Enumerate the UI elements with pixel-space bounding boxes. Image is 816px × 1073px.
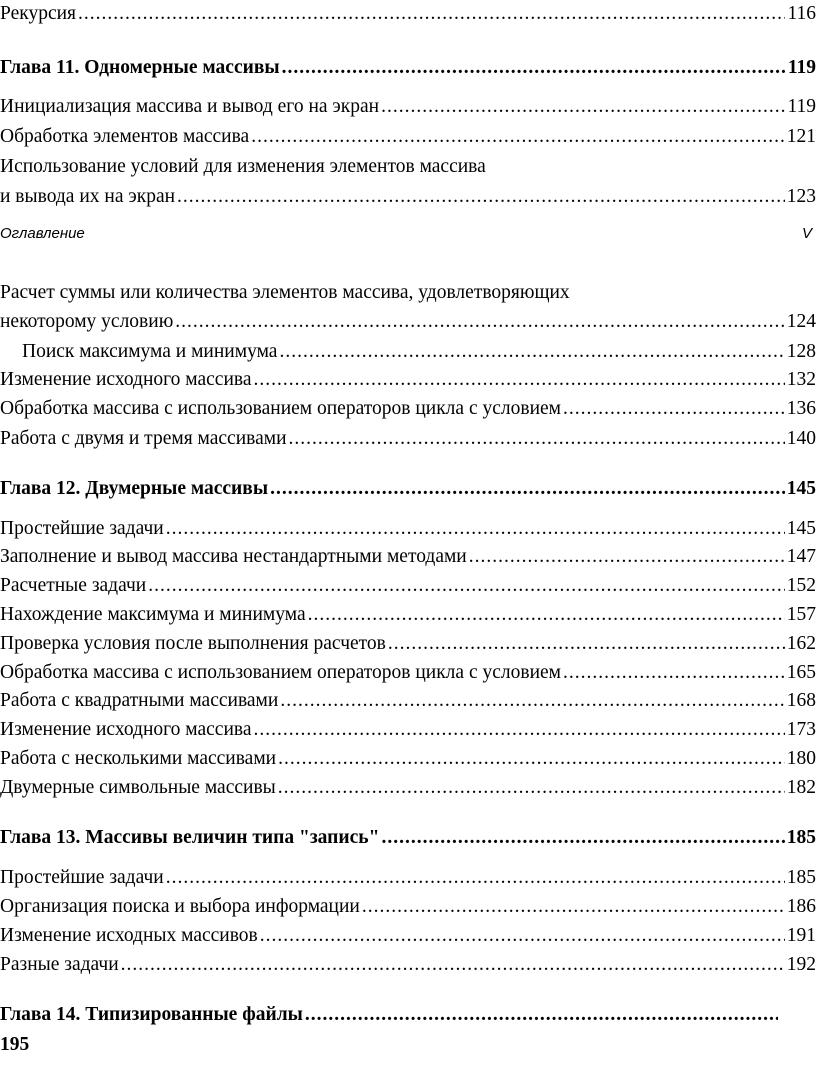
toc-entry-title: и вывода их на экран [0, 186, 176, 207]
leader-dots [78, 3, 785, 25]
toc-entry-page: 168 [786, 690, 816, 711]
running-header-title: Оглавление [0, 225, 85, 242]
toc-entry-title: Организация поиска и выбора информации [0, 896, 360, 917]
toc-chapter-title: Глава 12. Двумерные массивы [0, 478, 269, 499]
toc-entry [0, 126, 816, 154]
toc-entry-title: Простейшие задачи [0, 518, 164, 539]
toc-chapter [0, 1004, 780, 1032]
toc-entry-title: Расчетные задачи [0, 575, 147, 596]
toc-entry-page: 180 [786, 748, 816, 769]
toc-entry-title: некоторому условию [0, 311, 174, 332]
toc-entry [0, 369, 816, 397]
toc-entry-title: Инициализация массива и вывод его на экран [0, 96, 380, 117]
toc-entry [0, 3, 816, 31]
leader-dots [388, 633, 785, 655]
toc-entry [0, 954, 816, 982]
leader-dots [362, 896, 785, 918]
leader-dots [260, 925, 785, 947]
toc-entry-title: Работа с квадратными массивами [0, 690, 279, 711]
toc-entry-page: 116 [787, 3, 816, 24]
toc-entry [0, 546, 816, 574]
toc-entry-title-line1: Расчет суммы или количества элементов массива, удовлетворяющих [0, 282, 570, 303]
toc-entry-title: Поиск максимума и минимума [22, 341, 278, 362]
toc-entry [0, 925, 816, 953]
toc-entry-title: Обработка элементов массива [0, 126, 250, 147]
leader-dots [166, 867, 785, 889]
leader-dots [278, 748, 785, 770]
toc-entry [0, 604, 816, 632]
toc-entry-title: Обработка массива с использованием операторов цикла с условием [0, 398, 561, 419]
toc-entry-title: Заполнение и вывод массива нестандартными методами [0, 546, 467, 567]
toc-entry [0, 428, 816, 456]
leader-dots [270, 478, 785, 500]
toc-entry [0, 748, 816, 776]
toc-entry-title: Рекурсия [0, 3, 77, 24]
toc-chapter-title: Глава 14. Типизированные файлы [0, 1004, 303, 1025]
toc-chapter-page: 195 [0, 1034, 30, 1055]
toc-entry-title: Работа с несколькими массивами [0, 748, 277, 769]
toc-entry-page: 128 [786, 341, 816, 362]
toc-entry-title: Изменение исходного массива [0, 369, 252, 390]
leader-dots [563, 662, 785, 684]
leader-dots [469, 546, 785, 568]
leader-dots [381, 827, 784, 849]
toc-chapter-title: Глава 13. Массивы величин типа "запись" [0, 827, 380, 848]
toc-entry [0, 633, 816, 661]
leader-dots [308, 604, 785, 626]
toc-entry [0, 311, 816, 339]
toc-entry [0, 96, 816, 124]
leader-dots [282, 57, 786, 79]
toc-entry-page: 162 [786, 633, 816, 654]
toc-entry-page: 136 [786, 398, 816, 419]
toc-entry-title: Простейшие задачи [0, 867, 164, 888]
leader-dots [289, 428, 785, 450]
toc-entry-title: Нахождение максимума и минимума [0, 604, 306, 625]
toc-entry-title: Разные задачи [0, 954, 119, 975]
toc-entry-page: 124 [786, 311, 816, 332]
toc-chapter-title: Глава 11. Одномерные массивы [0, 57, 280, 78]
toc-entry-page: 182 [786, 777, 816, 798]
toc-entry-page: 152 [786, 575, 816, 596]
toc-entry-title-line1: Использование условий для изменения элементов массива [0, 156, 486, 177]
toc-entry-page: 121 [786, 126, 816, 147]
toc-entry [0, 518, 816, 546]
leader-dots [175, 311, 784, 333]
toc-entry [0, 867, 816, 895]
toc-entry-page: 157 [786, 604, 816, 625]
leader-dots [280, 690, 784, 712]
toc-entry-title: Работа с двумя и тремя массивами [0, 428, 287, 449]
leader-dots [253, 369, 784, 391]
leader-dots [563, 398, 785, 420]
leader-dots [166, 518, 785, 540]
leader-dots [121, 954, 785, 976]
toc-chapter [0, 57, 816, 85]
toc-entry-page: 119 [787, 96, 816, 117]
leader-dots [381, 96, 785, 118]
toc-entry-page: 191 [786, 925, 816, 946]
toc-entry [0, 341, 816, 369]
toc-chapter-page: 145 [786, 478, 816, 499]
toc-entry-page: 186 [786, 896, 816, 917]
toc-entry-title: Изменение исходного массива [0, 719, 252, 740]
toc-entry-title: Обработка массива с использованием операторов цикла с условием [0, 662, 561, 683]
toc-entry-page: 123 [786, 186, 816, 207]
toc-entry-title: Проверка условия после выполнения расчетов [0, 633, 386, 654]
toc-entry [0, 186, 816, 214]
leader-dots [148, 575, 785, 597]
toc-entry-page: 132 [786, 369, 816, 390]
toc-entry-page: 140 [786, 428, 816, 449]
toc-entry-page: 145 [786, 518, 816, 539]
toc-entry [0, 777, 816, 805]
leader-dots [251, 126, 785, 148]
toc-entry [0, 690, 816, 718]
leader-dots [253, 719, 784, 741]
leader-dots [279, 341, 784, 363]
running-header-page: V [801, 225, 812, 242]
toc-entry-title: Двумерные символьные массивы [0, 777, 276, 798]
toc-entry-title: Изменение исходных массивов [0, 925, 258, 946]
toc-entry [0, 575, 816, 603]
toc-entry [0, 662, 816, 690]
leader-dots [305, 1004, 778, 1026]
toc-chapter [0, 478, 816, 506]
toc-entry [0, 398, 816, 426]
toc-entry [0, 896, 816, 924]
toc-entry-page: 147 [786, 546, 816, 567]
leader-dots [177, 186, 785, 208]
toc-entry [0, 719, 816, 747]
toc-entry-page: 185 [786, 867, 816, 888]
toc-entry-page: 165 [786, 662, 816, 683]
toc-chapter [0, 827, 816, 855]
toc-chapter-page: 185 [786, 827, 816, 848]
running-header [0, 225, 812, 247]
leader-dots [278, 777, 785, 799]
toc-chapter-page: 119 [787, 57, 816, 78]
toc-entry-page: 192 [786, 954, 816, 975]
toc-entry-page: 173 [786, 719, 816, 740]
